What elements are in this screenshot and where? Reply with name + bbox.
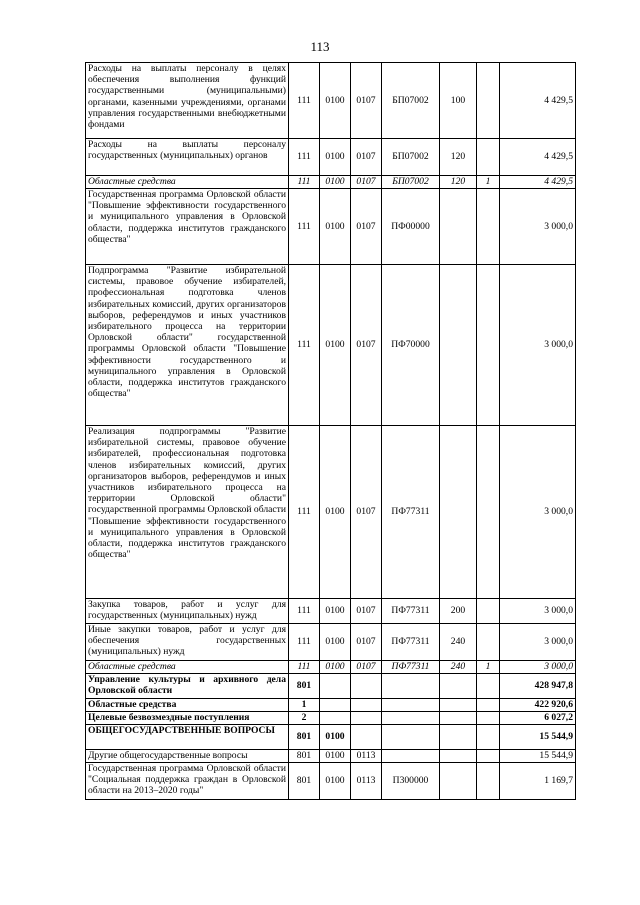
cell-admin-code: 111 bbox=[289, 661, 320, 674]
table-row bbox=[86, 176, 576, 189]
cell-section-code: 0100 bbox=[320, 725, 351, 750]
cell-target-article: ПФ00000 bbox=[382, 189, 440, 265]
cell-funding-source bbox=[477, 699, 500, 712]
cell-subsection-code: 0113 bbox=[351, 750, 382, 763]
cell-section-code: 0100 bbox=[320, 750, 351, 763]
cell-admin-code: 111 bbox=[289, 426, 320, 599]
cell-amount: 3 000,0 bbox=[500, 426, 576, 599]
cell-description: Реализация подпрограммы "Развитие избирательной системы, правовое обучение избирателей, профессиональная подготовка членов избирательных комиссий, других организаторов выборов, референдумов и иных участников избирательного процесса на территории Орловской области" государственной программы Орловской области "Повышение эффективности государственного и муниципального управления в Орловской области, поддержка институтов гражданского общества" bbox=[86, 426, 289, 599]
cell-admin-code: 1 bbox=[289, 699, 320, 712]
cell-funding-source bbox=[477, 624, 500, 661]
cell-target-article bbox=[382, 699, 440, 712]
cell-admin-code: 111 bbox=[289, 139, 320, 176]
cell-subsection-code: 0107 bbox=[351, 176, 382, 189]
cell-description: Другие общегосударственные вопросы bbox=[86, 750, 289, 763]
cell-target-article: ПФ70000 bbox=[382, 265, 440, 426]
cell-funding-source bbox=[477, 139, 500, 176]
table-row bbox=[86, 624, 576, 661]
cell-subsection-code bbox=[351, 699, 382, 712]
cell-expense-type bbox=[440, 725, 477, 750]
table-row bbox=[86, 599, 576, 624]
cell-expense-type bbox=[440, 699, 477, 712]
cell-section-code: 0100 bbox=[320, 426, 351, 599]
cell-target-article: ПФ77311 bbox=[382, 426, 440, 599]
cell-funding-source bbox=[477, 725, 500, 750]
cell-amount: 4 429,5 bbox=[500, 176, 576, 189]
cell-subsection-code: 0107 bbox=[351, 661, 382, 674]
cell-funding-source: 1 bbox=[477, 176, 500, 189]
cell-section-code bbox=[320, 674, 351, 699]
cell-admin-code: 111 bbox=[289, 176, 320, 189]
cell-admin-code: 801 bbox=[289, 725, 320, 750]
budget-table bbox=[85, 62, 576, 800]
cell-funding-source bbox=[477, 426, 500, 599]
cell-expense-type bbox=[440, 712, 477, 725]
cell-target-article: ПФ77311 bbox=[382, 661, 440, 674]
cell-subsection-code bbox=[351, 674, 382, 699]
cell-subsection-code: 0107 bbox=[351, 599, 382, 624]
cell-amount: 3 000,0 bbox=[500, 624, 576, 661]
cell-description: Подпрограмма "Развитие избирательной системы, правовое обучение избирателей, профессиональная подготовка членов избирательных комиссий, других организаторов выборов, референдумов и иных участников избирательного процесса на территории Орловской области" государственной программы Орловской области "Повышение эффективности государственного и муниципального управления в Орловской области, поддержка институтов гражданского общества" bbox=[86, 265, 289, 426]
cell-description: Областные средства bbox=[86, 661, 289, 674]
cell-amount: 428 947,8 bbox=[500, 674, 576, 699]
cell-admin-code: 2 bbox=[289, 712, 320, 725]
cell-amount: 3 000,0 bbox=[500, 189, 576, 265]
table-row bbox=[86, 750, 576, 763]
cell-admin-code: 111 bbox=[289, 189, 320, 265]
cell-subsection-code: 0107 bbox=[351, 139, 382, 176]
cell-section-code: 0100 bbox=[320, 599, 351, 624]
cell-target-article: БП07002 bbox=[382, 176, 440, 189]
cell-expense-type: 240 bbox=[440, 661, 477, 674]
cell-section-code: 0100 bbox=[320, 763, 351, 800]
cell-description: Государственная программа Орловской области "Повышение эффективности государственного и муниципального управления в Орловской области, поддержка институтов гражданского общества" bbox=[86, 189, 289, 265]
cell-admin-code: 111 bbox=[289, 265, 320, 426]
cell-subsection-code: 0107 bbox=[351, 189, 382, 265]
cell-funding-source bbox=[477, 265, 500, 426]
cell-subsection-code: 0107 bbox=[351, 63, 382, 139]
cell-amount: 3 000,0 bbox=[500, 265, 576, 426]
table-row bbox=[86, 674, 576, 699]
cell-amount: 3 000,0 bbox=[500, 599, 576, 624]
cell-expense-type bbox=[440, 750, 477, 763]
table-row bbox=[86, 763, 576, 800]
cell-expense-type bbox=[440, 189, 477, 265]
cell-section-code: 0100 bbox=[320, 661, 351, 674]
cell-target-article bbox=[382, 712, 440, 725]
table-row bbox=[86, 699, 576, 712]
cell-description: Государственная программа Орловской области "Социальная поддержка граждан в Орловской области на 2013–2020 годы" bbox=[86, 763, 289, 800]
cell-section-code: 0100 bbox=[320, 176, 351, 189]
cell-subsection-code: 0107 bbox=[351, 624, 382, 661]
cell-target-article: ПФ77311 bbox=[382, 599, 440, 624]
cell-expense-type bbox=[440, 763, 477, 800]
cell-amount: 422 920,6 bbox=[500, 699, 576, 712]
table-row bbox=[86, 189, 576, 265]
cell-amount: 15 544,9 bbox=[500, 725, 576, 750]
cell-admin-code: 111 bbox=[289, 624, 320, 661]
cell-description: Областные средства bbox=[86, 699, 289, 712]
cell-description: Расходы на выплаты персоналу государственных (муниципальных) органов bbox=[86, 139, 289, 176]
cell-funding-source bbox=[477, 712, 500, 725]
cell-section-code: 0100 bbox=[320, 139, 351, 176]
cell-funding-source bbox=[477, 674, 500, 699]
cell-description: Целевые безвозмездные поступления bbox=[86, 712, 289, 725]
table-row bbox=[86, 63, 576, 139]
cell-amount: 3 000,0 bbox=[500, 661, 576, 674]
cell-expense-type: 120 bbox=[440, 176, 477, 189]
cell-subsection-code: 0107 bbox=[351, 426, 382, 599]
cell-amount: 4 429,5 bbox=[500, 63, 576, 139]
cell-admin-code: 801 bbox=[289, 674, 320, 699]
cell-description: Расходы на выплаты персоналу в целях обеспечения выполнения функций государственными (муниципальными) органами, казенными учреждениями, органами управления государственными внебюджетными фондами bbox=[86, 63, 289, 139]
cell-target-article: П300000 bbox=[382, 763, 440, 800]
cell-admin-code: 111 bbox=[289, 63, 320, 139]
cell-amount: 6 027,2 bbox=[500, 712, 576, 725]
cell-target-article bbox=[382, 750, 440, 763]
table-row bbox=[86, 712, 576, 725]
table-row bbox=[86, 725, 576, 750]
cell-section-code bbox=[320, 712, 351, 725]
cell-funding-source: 1 bbox=[477, 661, 500, 674]
cell-funding-source bbox=[477, 63, 500, 139]
table-row bbox=[86, 426, 576, 599]
cell-target-article bbox=[382, 725, 440, 750]
cell-target-article: БП07002 bbox=[382, 63, 440, 139]
cell-subsection-code bbox=[351, 712, 382, 725]
cell-admin-code: 111 bbox=[289, 599, 320, 624]
cell-subsection-code: 0113 bbox=[351, 763, 382, 800]
cell-expense-type: 200 bbox=[440, 599, 477, 624]
cell-description: ОБЩЕГОСУДАРСТВЕННЫЕ ВОПРОСЫ bbox=[86, 725, 289, 750]
cell-subsection-code: 0107 bbox=[351, 265, 382, 426]
cell-description: Иные закупки товаров, работ и услуг для обеспечения государственных (муниципальных) нужд bbox=[86, 624, 289, 661]
cell-subsection-code bbox=[351, 725, 382, 750]
cell-funding-source bbox=[477, 750, 500, 763]
cell-funding-source bbox=[477, 189, 500, 265]
page-number: 113 bbox=[310, 39, 330, 54]
cell-description: Закупка товаров, работ и услуг для государственных (муниципальных) нужд bbox=[86, 599, 289, 624]
cell-admin-code: 801 bbox=[289, 750, 320, 763]
cell-target-article: ПФ77311 bbox=[382, 624, 440, 661]
budget-table-body bbox=[86, 63, 576, 800]
cell-amount: 1 169,7 bbox=[500, 763, 576, 800]
cell-expense-type bbox=[440, 674, 477, 699]
table-row bbox=[86, 265, 576, 426]
cell-target-article bbox=[382, 674, 440, 699]
cell-description: Управление культуры и архивного дела Орловской области bbox=[86, 674, 289, 699]
cell-expense-type bbox=[440, 426, 477, 599]
cell-target-article: БП07002 bbox=[382, 139, 440, 176]
cell-expense-type bbox=[440, 265, 477, 426]
cell-section-code: 0100 bbox=[320, 265, 351, 426]
cell-description: Областные средства bbox=[86, 176, 289, 189]
cell-amount: 4 429,5 bbox=[500, 139, 576, 176]
table-row bbox=[86, 139, 576, 176]
cell-expense-type: 100 bbox=[440, 63, 477, 139]
cell-section-code: 0100 bbox=[320, 624, 351, 661]
cell-admin-code: 801 bbox=[289, 763, 320, 800]
cell-amount: 15 544,9 bbox=[500, 750, 576, 763]
cell-expense-type: 240 bbox=[440, 624, 477, 661]
cell-expense-type: 120 bbox=[440, 139, 477, 176]
table-row bbox=[86, 661, 576, 674]
cell-funding-source bbox=[477, 599, 500, 624]
cell-section-code: 0100 bbox=[320, 189, 351, 265]
cell-section-code bbox=[320, 699, 351, 712]
cell-section-code: 0100 bbox=[320, 63, 351, 139]
cell-funding-source bbox=[477, 763, 500, 800]
